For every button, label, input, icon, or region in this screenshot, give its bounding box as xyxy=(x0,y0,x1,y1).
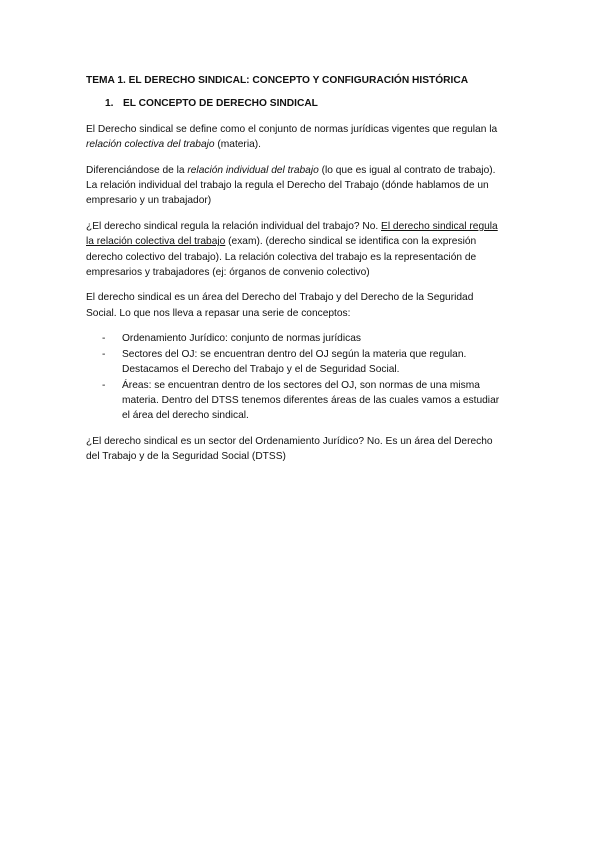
paragraph-question-underlined: El derecho sindical regula la relación colectiva del trabajo xyxy=(86,220,498,248)
list-item-marker: - xyxy=(102,348,106,360)
paragraph-definition-italic: relación colectiva del trabajo xyxy=(86,139,215,151)
document-body xyxy=(86,73,506,475)
paragraph-individual-relation xyxy=(86,163,506,209)
paragraph-question-text-b: (exam). (derecho sindical se identifica con la expresión derecho colectivo del trabajo). La relación colectiva del trabajo es la representación de empresarios y trabajadores (ej: órganos de convenio colectivo) xyxy=(86,236,477,279)
list-item xyxy=(86,347,506,378)
paragraph-individual-text-a: Diferenciándose de la xyxy=(86,164,188,176)
section-number: 1. xyxy=(105,98,114,110)
paragraph-definition-text-b: (materia). xyxy=(214,139,261,151)
paragraph-definition-text-a: El Derecho sindical se define como el conjunto de normas jurídicas vigentes que regulan la xyxy=(86,123,498,135)
list-item-marker: - xyxy=(102,379,106,391)
paragraph-question-text-a: ¿El derecho sindical regula la relación individual del trabajo? No. xyxy=(86,220,382,232)
document-title: TEMA 1. EL DERECHO SINDICAL: CONCEPTO Y CONFIGURACIÓN HISTÓRICA xyxy=(86,75,469,86)
paragraph-definition xyxy=(86,122,506,153)
paragraph-individual-text-b: (lo que es igual al contrato de trabajo). La relación individual del trabajo la regula el Derecho del Trabajo (dónde hablamos de un empresario y un trabajador) xyxy=(86,164,496,207)
list-item-text: Áreas: se encuentran dentro de los sectores del OJ, son normas de una misma materia. Dentro del DTSS tenemos diferentes áreas de las cuales vamos a estudiar el área del derecho sindical. xyxy=(122,379,500,422)
list-item xyxy=(86,378,506,424)
list-item-text: Sectores del OJ: se encuentran dentro del OJ según la materia que regulan. Destacamos el Derecho del Trabajo y el de Seguridad Social. xyxy=(122,348,467,376)
paragraph-individual-italic: relación individual del trabajo xyxy=(187,164,319,176)
section-heading xyxy=(86,96,506,111)
list-item-marker: - xyxy=(102,333,106,345)
paragraph-question-individual xyxy=(86,219,506,281)
paragraph-area-intro: El derecho sindical es un área del Derecho del Trabajo y del Derecho de la Seguridad Social. Lo que nos lleva a repasar una serie de conceptos: xyxy=(86,292,474,319)
list-item xyxy=(86,331,506,346)
section-heading-text: EL CONCEPTO DE DERECHO SINDICAL xyxy=(123,98,318,110)
concepts-list xyxy=(86,331,506,423)
paragraph-question-sector: ¿El derecho sindical es un sector del Ordenamiento Jurídico? No. Es un área del Derecho del Trabajo y de la Seguridad Social (DTSS) xyxy=(86,435,493,463)
list-item-text: Ordenamiento Jurídico: conjunto de normas jurídicas xyxy=(122,333,361,345)
